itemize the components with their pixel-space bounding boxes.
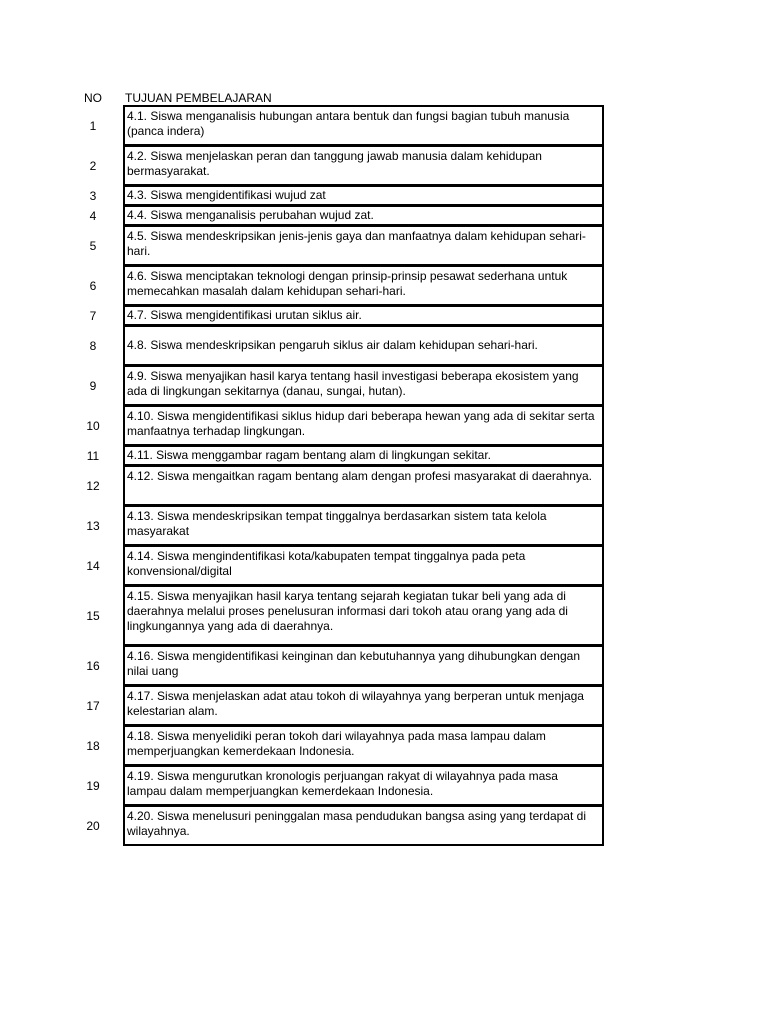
row-text: 4.16. Siswa mengidentifikasi keinginan dan kebutuhannya yang dihubungkan dengan nilai uang — [123, 645, 604, 686]
row-text: 4.6. Siswa menciptakan teknologi dengan prinsip-prinsip pesawat sederhana untuk memecahkan masalah dalam kehidupan sehari-hari. — [123, 265, 604, 306]
row-text: 4.1. Siswa menganalisis hubungan antara bentuk dan fungsi bagian tubuh manusia (panca indera) — [123, 105, 604, 146]
table-row — [0, 686, 768, 726]
table-row — [0, 186, 768, 206]
row-number: 20 — [86, 819, 100, 833]
row-number: 1 — [89, 119, 97, 133]
table-row — [0, 106, 768, 146]
row-text: 4.17. Siswa menjelaskan adat atau tokoh di wilayahnya yang berperan untuk menjaga kelestarian alam. — [123, 685, 604, 726]
row-text: 4.11. Siswa menggambar ragam bentang alam di lingkungan sekitar. — [123, 445, 604, 466]
table-row — [0, 766, 768, 806]
row-number: 19 — [86, 779, 100, 793]
table-row — [0, 366, 768, 406]
row-number: 11 — [86, 449, 100, 463]
row-number: 12 — [86, 479, 100, 493]
row-text: 4.8. Siswa mendeskripsikan pengaruh siklus air dalam kehidupan sehari-hari. — [123, 325, 604, 366]
table-row — [0, 206, 768, 226]
row-text: 4.2. Siswa menjelaskan peran dan tanggung jawab manusia dalam kehidupan bermasyarakat. — [123, 145, 604, 186]
row-number: 15 — [86, 609, 100, 623]
table-row — [0, 806, 768, 846]
row-number: 3 — [89, 189, 97, 203]
table-row — [0, 226, 768, 266]
row-text: 4.7. Siswa mengidentifikasi urutan siklus air. — [123, 305, 604, 326]
row-number: 10 — [86, 419, 100, 433]
row-text: 4.10. Siswa mengidentifikasi siklus hidup dari beberapa hewan yang ada di sekitar serta manfaatnya terhadap lingkungan. — [123, 405, 604, 446]
table-row — [0, 146, 768, 186]
table-row — [0, 446, 768, 466]
row-number: 7 — [89, 309, 97, 323]
row-text: 4.5. Siswa mendeskripsikan jenis-jenis gaya dan manfaatnya dalam kehidupan sehari-hari. — [123, 225, 604, 266]
row-number: 14 — [86, 559, 100, 573]
row-text: 4.15. Siswa menyajikan hasil karya tentang sejarah kegiatan tukar beli yang ada di daerahnya melalui proses penelusuran informasi dari tokoh atau orang yang ada di lingkungannya yang ada di daerahnya. — [123, 585, 604, 646]
row-text: 4.20. Siswa menelusuri peninggalan masa pendudukan bangsa asing yang terdapat di wilayahnya. — [123, 805, 604, 846]
table-row — [0, 726, 768, 766]
table-row — [0, 586, 768, 646]
row-number: 17 — [86, 699, 100, 713]
column-header-tujuan: TUJUAN PEMBELAJARAN — [125, 91, 272, 105]
table-row — [0, 406, 768, 446]
row-number: 18 — [86, 739, 100, 753]
row-text: 4.12. Siswa mengaitkan ragam bentang alam dengan profesi masyarakat di daerahnya. — [123, 465, 604, 506]
row-number: 4 — [89, 209, 97, 223]
column-header-no: NO — [84, 91, 102, 105]
table-row — [0, 266, 768, 306]
row-number: 5 — [89, 239, 97, 253]
row-number: 16 — [86, 659, 100, 673]
row-number: 6 — [89, 279, 97, 293]
table-row — [0, 466, 768, 506]
row-number: 13 — [86, 519, 100, 533]
table-row — [0, 306, 768, 326]
row-number: 8 — [89, 339, 97, 353]
table-row — [0, 326, 768, 366]
objectives-table — [0, 106, 768, 846]
table-row — [0, 546, 768, 586]
row-text: 4.14. Siswa mengindentifikasi kota/kabupaten tempat tinggalnya pada peta konvensional/digital — [123, 545, 604, 586]
row-text: 4.13. Siswa mendeskripsikan tempat tinggalnya berdasarkan sistem tata kelola masyarakat — [123, 505, 604, 546]
row-text: 4.4. Siswa menganalisis perubahan wujud zat. — [123, 205, 604, 226]
row-text: 4.18. Siswa menyelidiki peran tokoh dari wilayahnya pada masa lampau dalam memperjuangkan kemerdekaan Indonesia. — [123, 725, 604, 766]
row-text: 4.9. Siswa menyajikan hasil karya tentang hasil investigasi beberapa ekosistem yang ada di lingkungan sekitarnya (danau, sungai, hutan). — [123, 365, 604, 406]
row-number: 9 — [89, 379, 97, 393]
table-row — [0, 646, 768, 686]
table-row — [0, 506, 768, 546]
row-number: 2 — [89, 159, 97, 173]
row-text: 4.3. Siswa mengidentifikasi wujud zat — [123, 185, 604, 206]
row-text: 4.19. Siswa mengurutkan kronologis perjuangan rakyat di wilayahnya pada masa lampau dalam memperjuangkan kemerdekaan Indonesia. — [123, 765, 604, 806]
